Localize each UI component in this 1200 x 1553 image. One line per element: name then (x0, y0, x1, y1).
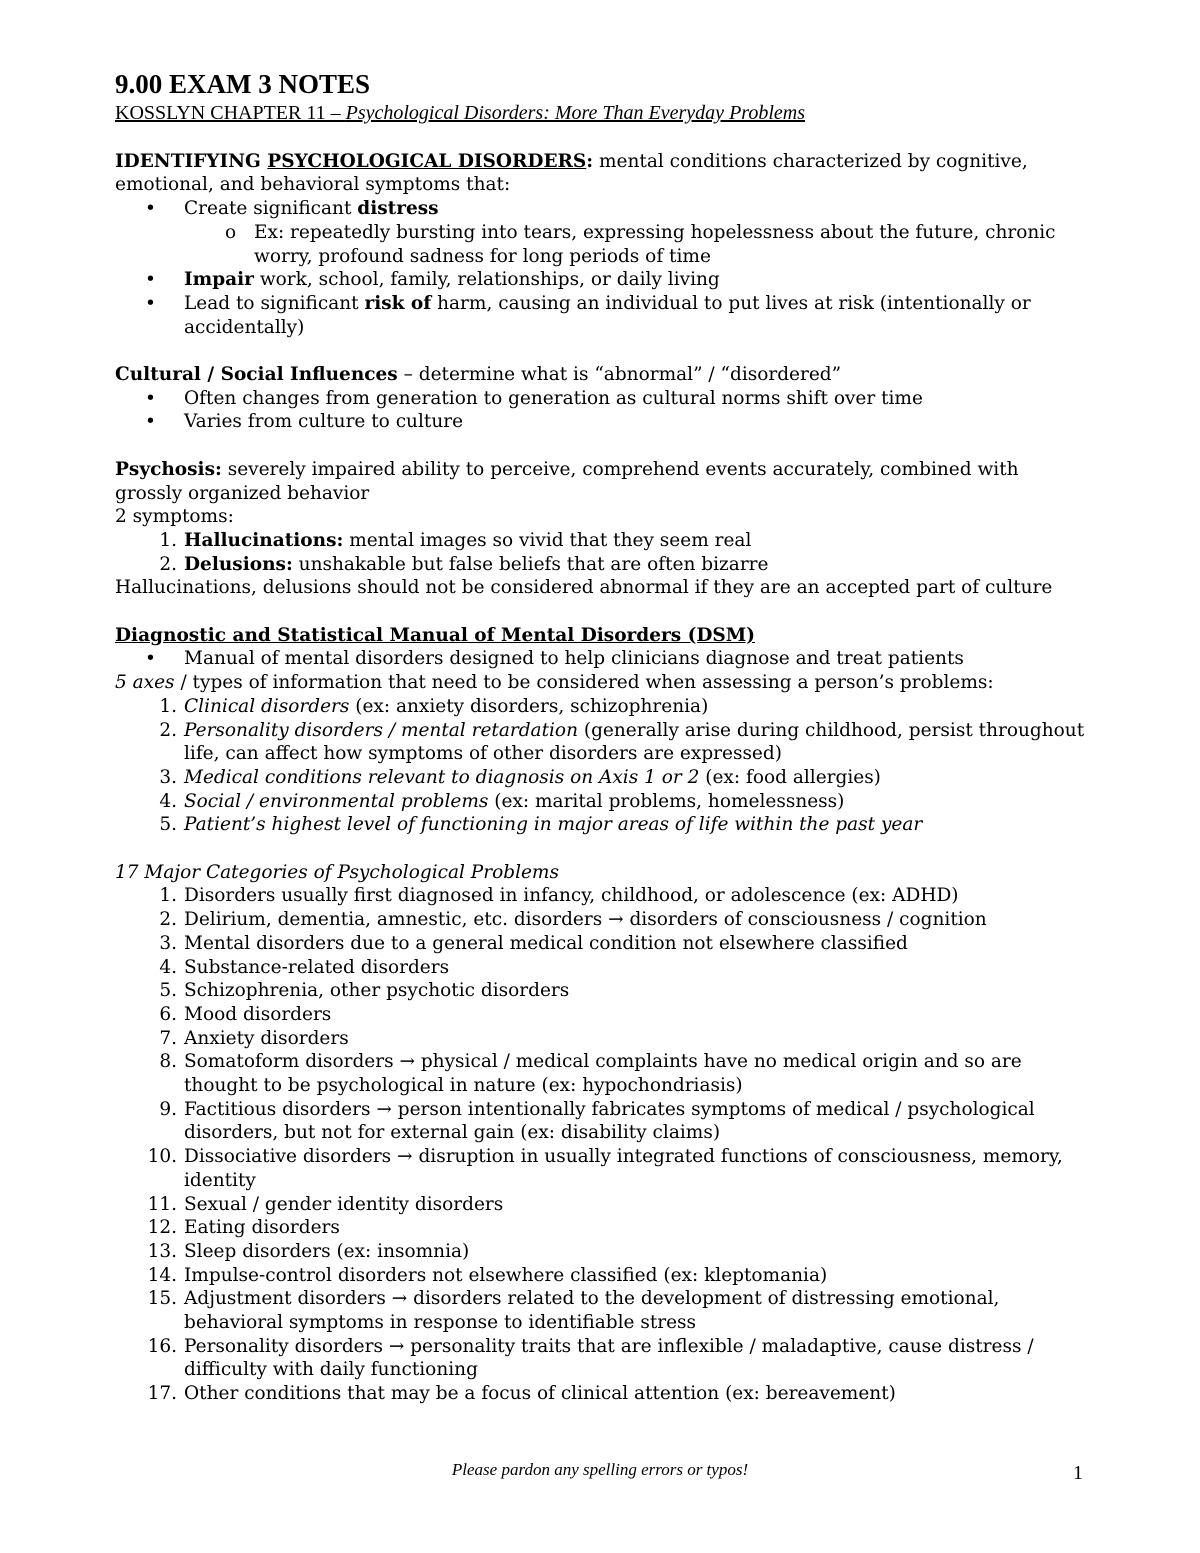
category-item (115, 1027, 1080, 1051)
definition-continued: emotional, and behavioral symptoms that: (115, 174, 511, 196)
category-item (115, 908, 1080, 932)
category-text: Sexual / gender identity disorders (184, 1193, 504, 1215)
list-item-text: harm, causing an individual to put lives at risk (intentionally or (431, 292, 1031, 314)
category-text: Adjustment disorders → disorders related to the development of distressing emotional, (184, 1288, 1000, 1310)
list-item (115, 197, 1080, 221)
category-text: Mental disorders due to a general medical condition not elsewhere classified (184, 932, 908, 954)
definition-text: mental conditions characterized by cognitive, (593, 150, 1028, 172)
item-number: 3. (159, 932, 177, 954)
categories-heading: 17 Major Categories of Psychological Problems (115, 861, 559, 883)
footer-note: Please pardon any spelling errors or typos! (451, 1460, 749, 1479)
category-item (115, 1145, 1080, 1169)
category-text: Factitious disorders → person intentionally fabricates symptoms of medical / psychological (184, 1098, 1035, 1120)
chapter-subtitle (115, 100, 1080, 126)
item-number: 1. (159, 529, 177, 551)
list-item (115, 410, 1080, 434)
document-page (115, 68, 1085, 1406)
numbered-item-continued: life, can affect how symptoms of other disorders are expressed) (184, 743, 782, 765)
item-number: 13. (147, 1240, 177, 1262)
item-text: (ex: marital problems, homelessness) (488, 790, 845, 812)
list-item-text: Manual of mental disorders designed to help clinicians diagnose and treat patients (184, 648, 964, 670)
symptoms-intro: 2 symptoms: (115, 506, 234, 528)
axis-name: Clinical disorders (184, 695, 350, 717)
page-title: 9.00 EXAM 3 NOTES (115, 69, 371, 99)
list-item-bold: Impair (184, 269, 254, 291)
term-bold: Hallucinations: (184, 529, 344, 551)
item-number: 10. (147, 1146, 177, 1168)
axis-name: Personality disorders / mental retardation (184, 719, 578, 741)
item-text: (ex: food allergies) (699, 766, 881, 788)
chapter-label: KOSSLYN CHAPTER 11 – (115, 102, 346, 124)
category-item-continued: behavioral symptoms in response to identifiable stress (184, 1312, 697, 1334)
category-item-continued: disorders, but not for external gain (ex: disability claims) (184, 1122, 721, 1144)
list-item-bold: risk of (364, 292, 432, 314)
numbered-item (115, 553, 1080, 577)
category-item-continued: thought to be psychological in nature (ex: hypochondriasis) (184, 1075, 743, 1097)
numbered-item (115, 719, 1085, 743)
category-item (115, 1335, 1080, 1359)
category-text: Sleep disorders (ex: insomnia) (184, 1240, 470, 1262)
category-text: Impulse-control disorders not elsewhere classified (ex: kleptomania) (184, 1264, 828, 1286)
psychosis-continued: grossly organized behavior (115, 482, 370, 504)
axes-text: / types of information that need to be considered when assessing a person’s problems: (174, 672, 994, 694)
item-number: 7. (159, 1027, 177, 1049)
item-number: 3. (159, 766, 177, 788)
list-item (115, 647, 1080, 671)
psychosis-text: severely impaired ability to perceive, comprehend events accurately, combined with (221, 458, 1019, 480)
item-number: 15. (147, 1288, 177, 1310)
category-text: Dissociative disorders → disruption in usually integrated functions of consciousness, memory, (184, 1146, 1063, 1168)
item-number: 5. (159, 980, 177, 1002)
category-text: Somatoform disorders → physical / medical complaints have no medical origin and so are (184, 1051, 1022, 1073)
identifying-definition (115, 150, 1080, 174)
axis-name: Medical conditions relevant to diagnosis on Axis 1 or 2 (184, 766, 700, 788)
item-number: 4. (159, 790, 177, 812)
item-number: 16. (147, 1335, 177, 1357)
numbered-item (115, 766, 1080, 790)
term-bold: Delusions: (184, 553, 293, 575)
category-item (115, 1098, 1080, 1122)
category-item-continued: difficulty with daily functioning (184, 1359, 478, 1381)
category-item (115, 956, 1080, 980)
item-text: (generally arise during childhood, persist throughout (577, 719, 1085, 741)
item-number: 1. (159, 695, 177, 717)
psychosis-definition (115, 458, 1080, 482)
axes-label: 5 axes (115, 672, 175, 694)
item-number: 5. (159, 814, 177, 836)
item-text: (ex: anxiety disorders, schizophrenia) (349, 695, 709, 717)
list-item-text: Often changes from generation to generation as cultural norms shift over time (184, 387, 923, 409)
psychosis-heading: Psychosis: (115, 458, 222, 480)
numbered-item (115, 790, 1080, 814)
category-item (115, 932, 1080, 956)
item-text: mental images so vivid that they seem real (343, 529, 752, 551)
cultural-influences (115, 363, 1080, 387)
category-item (115, 884, 1080, 908)
category-text: Anxiety disorders (184, 1027, 349, 1049)
item-number: 8. (159, 1051, 177, 1073)
psychosis-note: Hallucinations, delusions should not be considered abnormal if they are an accepted part of culture (115, 577, 1053, 599)
category-text: Disorders usually first diagnosed in infancy, childhood, or adolescence (ex: ADHD) (184, 885, 959, 907)
categories-list (115, 884, 1080, 1405)
list-item-bold: distress (357, 198, 439, 220)
list-item-text: Create significant (184, 198, 358, 220)
psychological-disorders-term: PSYCHOLOGICAL DISORDERS (267, 150, 587, 172)
item-number: 2. (159, 553, 177, 575)
item-number: 12. (147, 1217, 177, 1239)
item-text: unshakable but false beliefs that are often bizarre (292, 553, 769, 575)
heading-colon: : (586, 150, 594, 172)
numbered-item (115, 695, 1080, 719)
list-item-text: Ex: repeatedly bursting into tears, expressing hopelessness about the future, chronic (254, 221, 1056, 243)
numbered-item (115, 813, 1080, 837)
item-number: 14. (147, 1264, 177, 1286)
dsm-heading: Diagnostic and Statistical Manual of Mental Disorders (DSM) (115, 624, 755, 646)
list-item (115, 292, 1080, 316)
item-number: 2. (159, 719, 177, 741)
cultural-heading: Cultural / Social Influences (115, 364, 398, 385)
axes-intro (115, 671, 1080, 695)
axis-name: Social / environmental problems (184, 790, 489, 812)
bullet-marker: • (145, 198, 156, 220)
list-item (115, 387, 1080, 411)
cultural-text: – determine what is “abnormal” / “disordered” (397, 364, 842, 385)
category-item (115, 979, 1080, 1003)
list-item-text: Varies from culture to culture (184, 411, 464, 433)
list-item-continued: accidentally) (184, 316, 305, 338)
item-number: 9. (159, 1098, 177, 1120)
category-item (115, 1216, 1080, 1240)
category-text: Delirium, dementia, amnestic, etc. disorders → disorders of consciousness / cognition (184, 909, 987, 931)
item-number: 6. (159, 1003, 177, 1025)
page-number: 1 (1073, 1462, 1083, 1484)
numbered-item (115, 529, 1080, 553)
category-text: Eating disorders (184, 1217, 340, 1239)
item-number: 17. (147, 1383, 177, 1405)
list-item-text: Lead to significant (184, 292, 365, 314)
list-item-text: work, school, family, relationships, or daily living (253, 269, 720, 291)
sub-bullet-marker: o (225, 221, 237, 243)
sub-list-item-continued: worry, profound sadness for long periods of time (254, 245, 711, 267)
category-item (115, 1193, 1080, 1217)
item-number: 1. (159, 885, 177, 907)
bullet-marker: • (145, 269, 156, 291)
category-item (115, 1050, 1080, 1074)
category-item-continued: identity (184, 1169, 256, 1191)
category-text: Personality disorders → personality traits that are inflexible / maladaptive, cause distress / (184, 1335, 1034, 1357)
category-text: Substance-related disorders (184, 956, 450, 978)
bullet-marker: • (145, 387, 156, 409)
item-number: 11. (147, 1193, 177, 1215)
chapter-title: Psychological Disorders: More Than Everyday Problems (345, 102, 805, 124)
category-item (115, 1240, 1080, 1264)
category-text: Schizophrenia, other psychotic disorders (184, 980, 570, 1002)
bullet-marker: • (145, 411, 156, 433)
item-number: 4. (159, 956, 177, 978)
category-text: Other conditions that may be a focus of clinical attention (ex: bereavement) (184, 1383, 896, 1405)
identifying-heading: IDENTIFYING (115, 150, 268, 172)
category-text: Mood disorders (184, 1003, 332, 1025)
axis-name: Patient’s highest level of functioning in major areas of life within the past year (184, 814, 923, 836)
sub-list-item (115, 221, 1080, 245)
category-item (115, 1264, 1080, 1288)
list-item (115, 268, 1080, 292)
bullet-marker: • (145, 292, 156, 314)
category-item (115, 1382, 1080, 1406)
bullet-marker: • (145, 648, 156, 670)
category-item (115, 1003, 1080, 1027)
item-number: 2. (159, 909, 177, 931)
category-item (115, 1287, 1080, 1311)
